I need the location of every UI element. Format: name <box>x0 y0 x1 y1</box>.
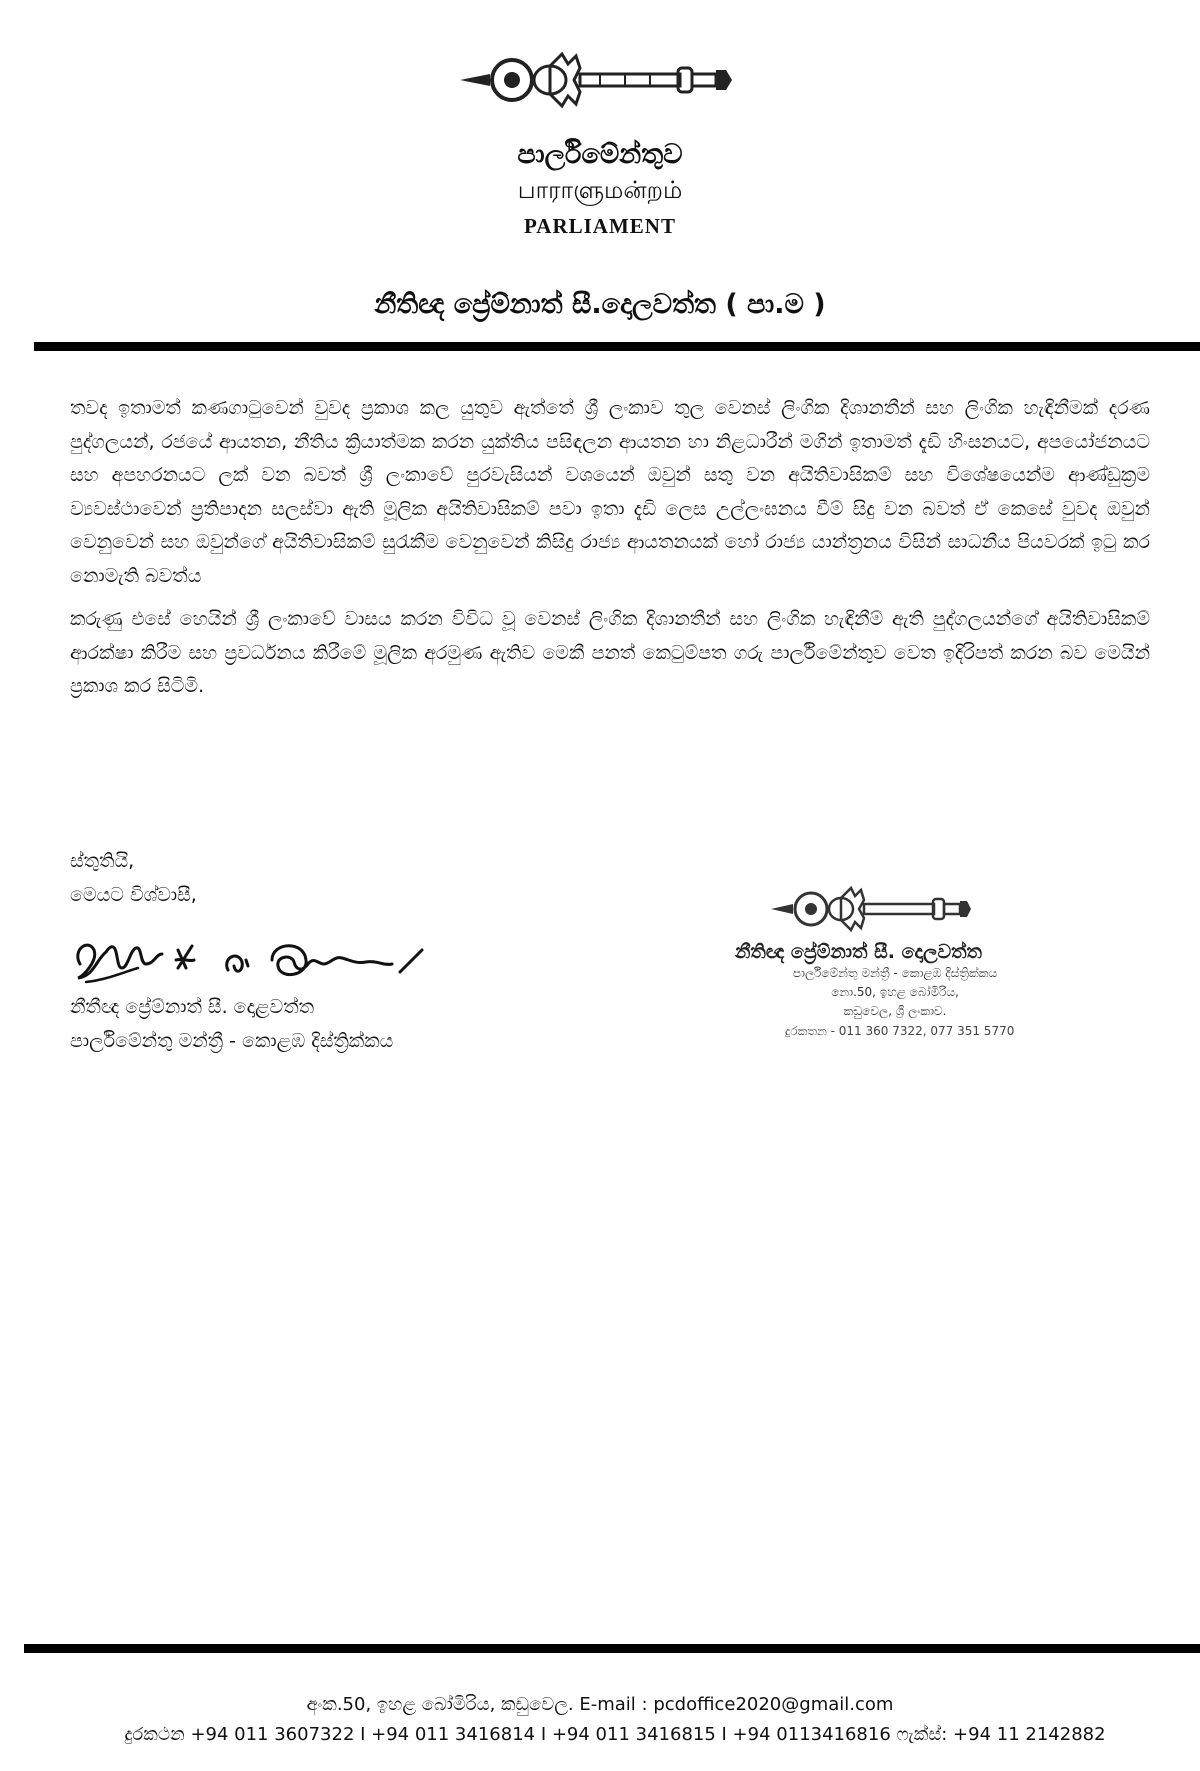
stamp-phone: දුරකතන - 011 360 7322, 077 351 5770 <box>785 1024 1015 1038</box>
stamp-address-2: කඩුවෙල, ශ්‍රී ලංකාව. <box>843 1004 947 1018</box>
letterhead-sinhala: පාර්ලිමේන්තුව <box>517 139 683 170</box>
official-stamp <box>725 878 1065 1058</box>
paragraph-1: තවද ඉතාමත් කණගාටුවෙන් වුවද ප්‍රකාශ කල යුතුව ඇත්තේ ශ්‍රී ලංකාව තුල වෙනස් ලිංගික දිශානතීන් සහ ලිංගික හැඳිනීමක් දරණ පුද්ගලයන්, රජයේ ආයතන, නීතිය ක්‍රියාත්මක කරන යුක්තිය පසිඳලන ආයතන හා නිළධාරීන් මගින් ඉතාමත් දැඩි හිංසනයට, අපයෝජනයට සහ අපහරනයට ලක් වන බවත් ශ්‍රී ලංකාවේ පුරවැසියන් වශයෙන් ඔවුන් සතු වන අයිතිවාසිකම් සහ විශේෂයෙන්ම ආණ්ඩුක්‍රම ව්‍යවස්ථාවෙන් ප්‍රතිපාදන සලස්වා ඇති මූලික අයිතිවාසිකම් පවා ඉතා දැඩි ලෙස උල්ලංඝනය වීම් සිදු වන බවත් ඒ කෙසේ වුවද ඔවුන් වෙනුවෙන් සහ ඔවුන්ගේ අයිතිවාසිකම් සුරැකීම වෙනුවෙන් කිසිදු රාජ්‍ය ආයතනයක් හෝ රාජ්‍ය යාන්ත්‍රනය විසින් සාධනීය පියවරක් ඉටු කර නොමැති බවත්ය <box>70 397 1150 587</box>
footer <box>0 1690 1200 1750</box>
letterhead-english: PARLIAMENT <box>524 214 676 238</box>
mp-title: නීතිඥ ප්‍රේම්නාත් සී.දොලවත්ත ( පා.ම ) <box>374 289 826 320</box>
footer-phones: දුරකථන +94 011 3607322 I +94 011 3416814 I +94 011 3416815 I +94 0113416816 ෆැක්ස්: +94 11 2142882 <box>124 1724 1106 1745</box>
signer-block <box>70 990 393 1058</box>
closing-thanks: ස්තුතියි, <box>70 850 135 872</box>
signer-name: නීතීඥ ප්‍රේම්නාත් සී. දොළවත්ත <box>70 996 315 1018</box>
letter-body <box>70 392 1150 714</box>
closing-faithfully: මෙයට විශ්වාසී, <box>70 884 197 906</box>
stamp-mace-emblem <box>765 878 975 940</box>
closing <box>70 844 197 912</box>
letterhead <box>0 40 1200 242</box>
footer-address: අංක.50, ඉහළ බෝමිරිය, කඩුවෙල. E-mail : pcdoffice2020@gmail.com <box>306 1694 894 1715</box>
letterhead-tamil: பாராளுமன்றம் <box>517 176 683 204</box>
stamp-name: නීතිඥ ප්‍රේම්නාත් සී. දොලවත්ත <box>735 941 982 963</box>
parliament-mace-emblem <box>450 40 750 120</box>
top-divider <box>34 342 1200 351</box>
signer-position: පාර්ලිමේන්තු මන්ත්‍රී - කොළඹ දිස්ත්‍රික්කය <box>70 1030 394 1052</box>
stamp-position: පාර්ලිමේන්තු මන්ත්‍රී - කොළඹ දිස්ත්‍රික්කය <box>792 966 998 980</box>
bottom-divider <box>24 1644 1200 1653</box>
paragraph-2: කරුණු එසේ හෙයින් ශ්‍රී ලංකාවේ වාසය කරන විවිධ වූ වෙනස් ලිංගික දිශානතීන් සහ ලිංගික හැඳිනීම් ඇති පුද්ගලයන්ගේ අයිතිවාසිකම් ආරක්ෂා කිරීම සහ ප්‍රවර්ධනය කිරීමේ මූලික අරමුණ ඇතිව මෙකී පනත් කෙටුම්පත ගරු පාර්ලිමේන්තුව වෙත ඉදිරිපත් කරන බව මෙයින් ප්‍රකාශ කර සිටිමි. <box>70 608 1150 697</box>
handwritten-signature <box>66 920 466 1000</box>
stamp-address-1: නො.50, ඉහළ බෝමිරිය, <box>831 985 959 999</box>
